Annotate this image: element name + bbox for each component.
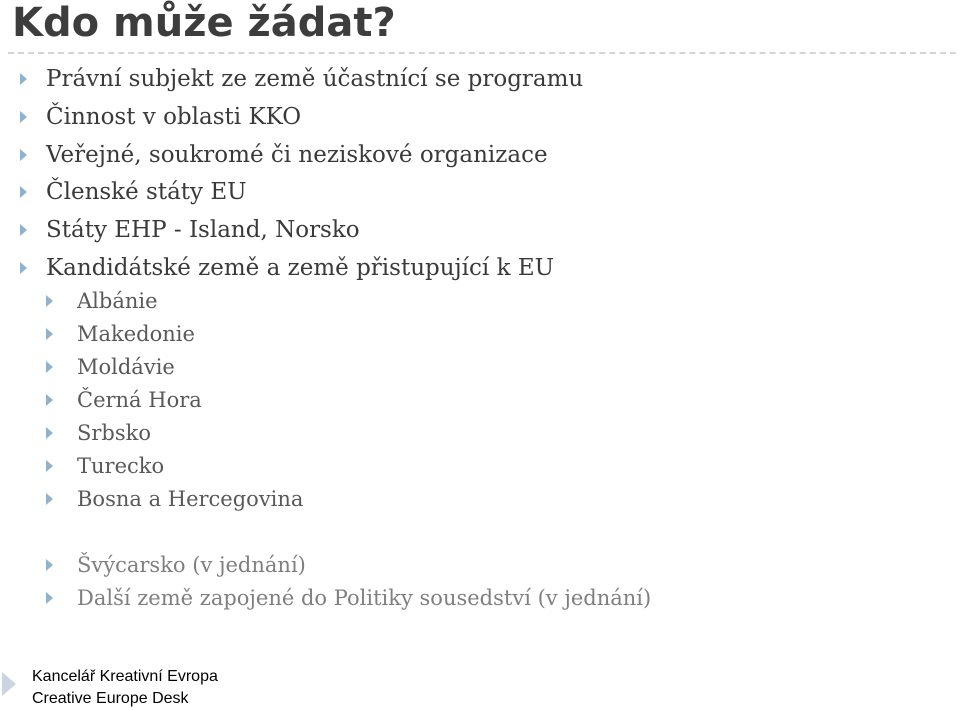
list-item	[46, 102, 301, 132]
sub-list-item-text: Makedonie	[77, 322, 195, 346]
list-item-text: Státy EHP - Island, Norsko	[46, 217, 360, 243]
sub-list-item-text: Srbsko	[77, 421, 152, 445]
list-item	[46, 215, 360, 245]
bullet-arrow-icon	[20, 224, 27, 236]
list-item	[46, 64, 583, 94]
bullet-arrow-icon	[46, 361, 53, 373]
bullet-arrow-icon	[46, 328, 53, 340]
sub-list-item	[77, 485, 303, 513]
sub-list-item-text: Moldávie	[77, 355, 175, 379]
list-item-text: Členské státy EU	[46, 179, 247, 205]
bullet-arrow-icon	[46, 427, 53, 439]
sub-list-item	[77, 320, 195, 348]
bullet-arrow-icon	[20, 111, 27, 123]
bullet-arrow-icon	[46, 394, 53, 406]
slide-title: Kdo může žádat?	[12, 0, 396, 46]
play-arrow-icon	[2, 672, 16, 696]
sub-list-item-text: Černá Hora	[77, 388, 202, 412]
extra-list-item-text: Švýcarsko (v jednání)	[77, 553, 306, 577]
bullet-arrow-icon	[20, 73, 27, 85]
sub-list-item-text: Albánie	[77, 289, 158, 313]
list-item-text: Kandidátské země a země přistupující k EU	[46, 255, 554, 281]
extra-list-item	[77, 551, 306, 579]
sub-list-item	[77, 386, 202, 414]
sub-list-item	[77, 287, 158, 315]
list-item	[46, 140, 548, 170]
sub-list-item	[77, 353, 175, 381]
bullet-arrow-icon	[46, 460, 53, 472]
bullet-arrow-icon	[46, 295, 53, 307]
list-item	[46, 177, 247, 207]
list-item-text: Právní subjekt ze země účastnící se programu	[46, 66, 584, 92]
bullet-arrow-icon	[46, 559, 53, 571]
sub-list-item	[77, 452, 164, 480]
list-item-text: Činnost v oblasti KKO	[46, 104, 302, 130]
bullet-arrow-icon	[20, 186, 27, 198]
list-item-text: Veřejné, soukromé či neziskové organizace	[46, 142, 548, 168]
sub-list-item-text: Bosna a Hercegovina	[77, 487, 304, 511]
bullet-arrow-icon	[20, 262, 27, 274]
footer	[0, 662, 960, 710]
bullet-arrow-icon	[46, 592, 53, 604]
footer-desk-name: Creative Europe Desk	[32, 690, 189, 707]
extra-list-item-text: Další země zapojené do Politiky sousedství (v jednání)	[77, 586, 652, 610]
bullet-arrow-icon	[20, 149, 27, 161]
footer-office-name: Kancelář Kreativní Evropa	[32, 668, 218, 685]
sub-list-item-text: Turecko	[77, 454, 165, 478]
bullet-arrow-icon	[46, 493, 53, 505]
extra-list-item	[77, 584, 651, 612]
list-item	[46, 253, 554, 283]
sub-list-item	[77, 419, 151, 447]
